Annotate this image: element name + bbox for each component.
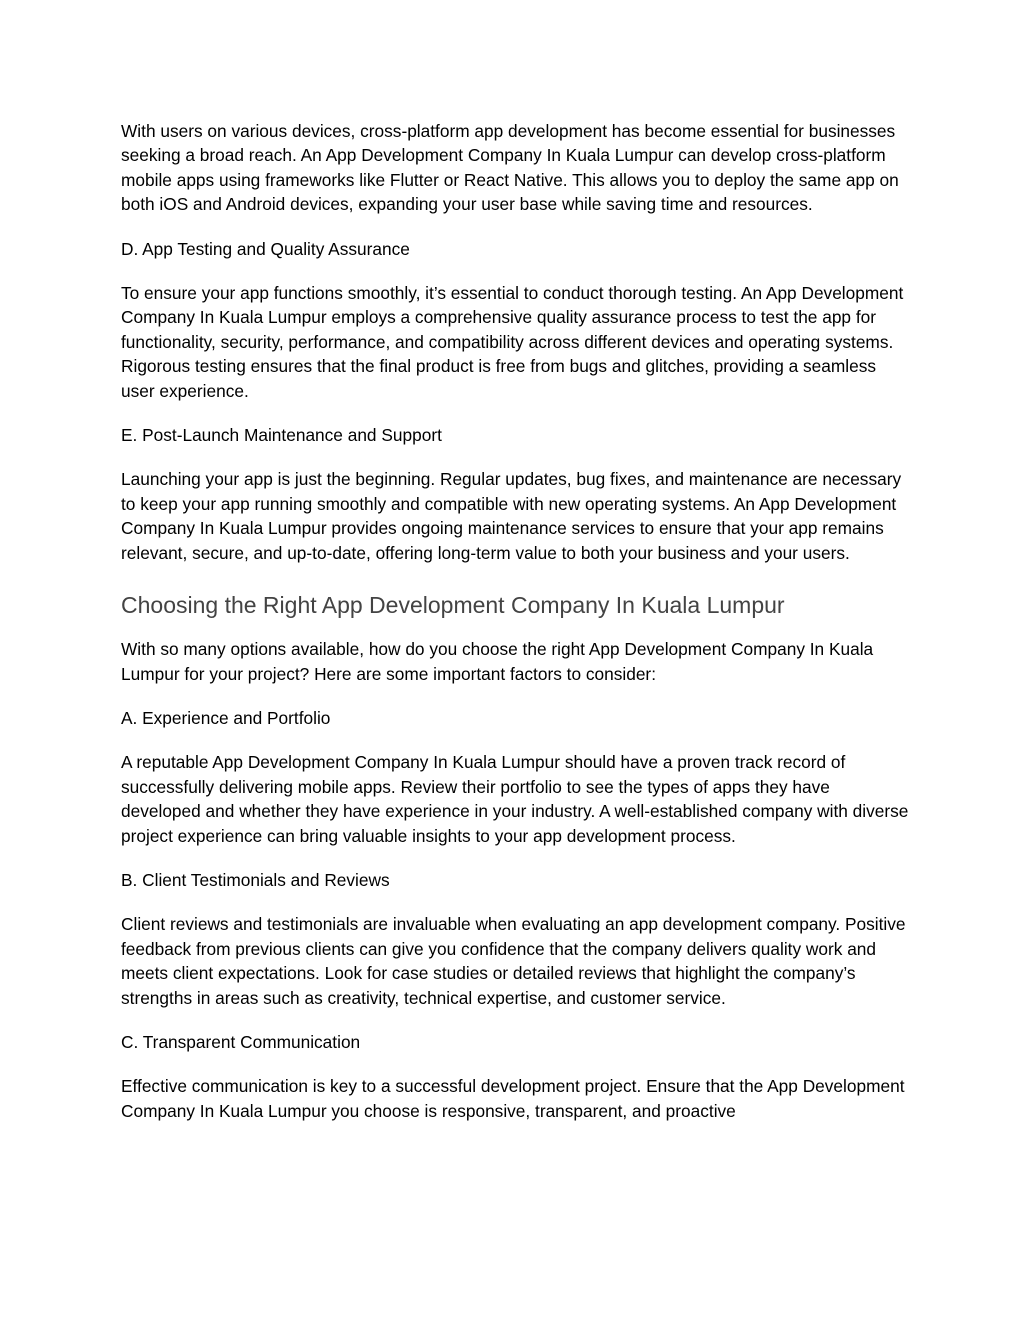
subheading-testimonials: B. Client Testimonials and Reviews — [121, 869, 390, 890]
paragraph-experience: A reputable App Development Company In Kuala Lumpur should have a proven track record of successfully delivering mobile apps. Review their portfolio to see the types of apps they have developed and whether they have experience in your industry. A well-established company with diverse project experience can bring valuable insights to your app development process. — [121, 752, 909, 846]
subheading-post-launch: E. Post-Launch Maintenance and Support — [121, 425, 442, 446]
subheading-experience: A. Experience and Portfolio — [121, 707, 331, 728]
paragraph-app-testing: To ensure your app functions smoothly, it’s essential to conduct thorough testing. An App Development Company In Kuala Lumpur employs a comprehensive quality assurance process to test the app for functionality, security, performance, and compatibility across different devices and operating systems. Rigorous testing ensures that the final product is free from bugs and glitches, providing a seamless user experience. — [121, 283, 904, 401]
document-page — [121, 119, 911, 1143]
subheading-communication: C. Transparent Communication — [121, 1031, 361, 1052]
section-heading-choosing: Choosing the Right App Development Company In Kuala Lumpur — [121, 592, 785, 619]
paragraph-choosing-intro: With so many options available, how do you choose the right App Development Company In Kuala Lumpur for your project? Here are some important factors to consider: — [121, 639, 874, 684]
paragraph-testimonials: Client reviews and testimonials are invaluable when evaluating an app development company. Positive feedback from previous clients can give you confidence that the company delivers quality work and meets client expectations. Look for case studies or detailed reviews that highlight the company’s strengths in areas such as creativity, technical expertise, and customer service. — [121, 914, 906, 1008]
subheading-app-testing: D. App Testing and Quality Assurance — [121, 238, 410, 259]
paragraph-communication: Effective communication is key to a successful development project. Ensure that the App Development Company In Kuala Lumpur you choose is responsive, transparent, and proactive — [121, 1076, 905, 1121]
paragraph-cross-platform: With users on various devices, cross-platform app development has become essential for businesses seeking a broad reach. An App Development Company In Kuala Lumpur can develop cross-platform mobile apps using frameworks like Flutter or React Native. This allows you to deploy the same app on both iOS and Android devices, expanding your user base while saving time and resources. — [121, 121, 899, 215]
paragraph-post-launch: Launching your app is just the beginning. Regular updates, bug fixes, and maintenance are necessary to keep your app running smoothly and compatible with new operating systems. An App Development Company In Kuala Lumpur provides ongoing maintenance services to ensure that your app remains relevant, secure, and up-to-date, offering long-term value to both your business and your users. — [121, 469, 902, 563]
